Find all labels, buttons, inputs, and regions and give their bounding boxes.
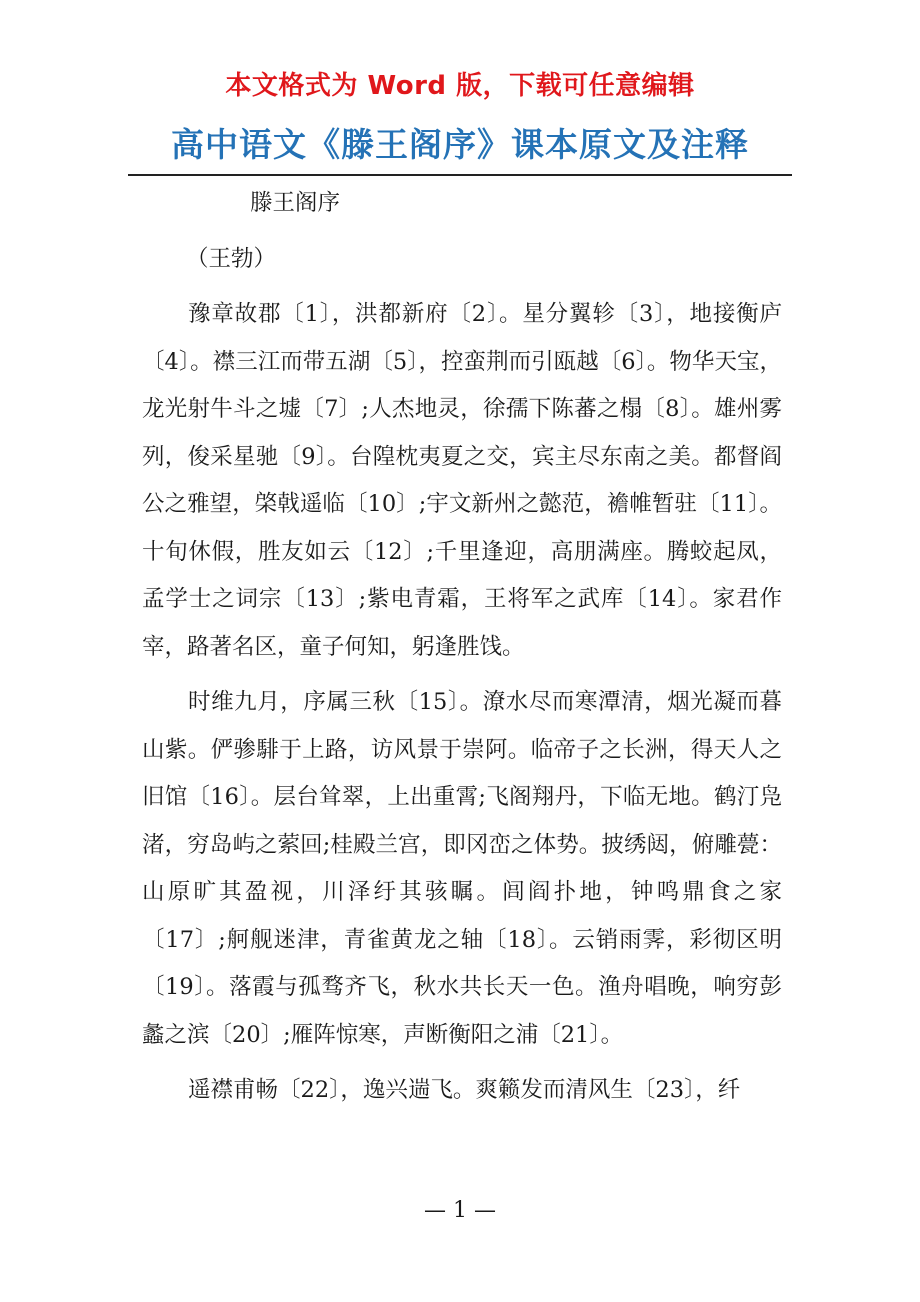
document-title: 高中语文《滕王阁序》课本原文及注释 <box>171 125 749 164</box>
format-banner: 本文格式为 Word 版，下载可任意编辑 <box>225 71 695 101</box>
article-author: （王勃） <box>186 245 277 272</box>
title-divider <box>128 174 792 176</box>
page-number: — 1 — <box>424 1198 496 1223</box>
article-heading: 滕王阁序 <box>250 190 341 216</box>
paragraph-2: 时维九月，序属三秋〔15〕。潦水尽而寒潭清，烟光凝而暮山紫。俨骖騑于上路，访风景于崇阿。临帝子之长洲，得天人之旧馆〔16〕。层台耸翠，上出重霄;飞阁翔丹，下临无地。鹤汀凫渚，穷岛屿之萦回;桂殿兰宫，即冈峦之体势。披绣闼，俯雕甍：山原旷其盈视，川泽纡其骇瞩。闾阎扑地，钟鸣鼎食之家〔17〕;舸舰迷津，青雀黄龙之轴〔18〕。云销雨霁，彩彻区明〔19〕。落霞与孤骛齐飞，秋水共长天一色。渔舟唱晚，响穷彭蠡之滨〔20〕;雁阵惊寒，声断衡阳之浦〔21〕。 <box>142 689 782 1048</box>
article-body <box>142 180 782 1115</box>
paragraph-3: 遥襟甫畅〔22〕，逸兴遄飞。爽籁发而清风生〔23〕，纤 <box>188 1077 741 1103</box>
paragraph-1: 豫章故郡〔1〕，洪都新府〔2〕。星分翼轸〔3〕，地接衡庐〔4〕。襟三江而带五湖〔5〕，控蛮荆而引瓯越〔6〕。物华天宝，龙光射牛斗之墟〔7〕;人杰地灵，徐孺下陈蕃之榻〔8〕。雄州雾列，俊采星驰〔9〕。台隍枕夷夏之交，宾主尽东南之美。都督阎公之雅望，棨戟遥临〔10〕;宇文新州之懿范，襜帷暂驻〔11〕。十旬休假，胜友如云〔12〕;千里逢迎，高朋满座。腾蛟起凤，孟学士之词宗〔13〕;紫电青霜，王将军之武库〔14〕。家君作宰，路著名区，童子何知，躬逢胜饯。 <box>142 301 782 660</box>
